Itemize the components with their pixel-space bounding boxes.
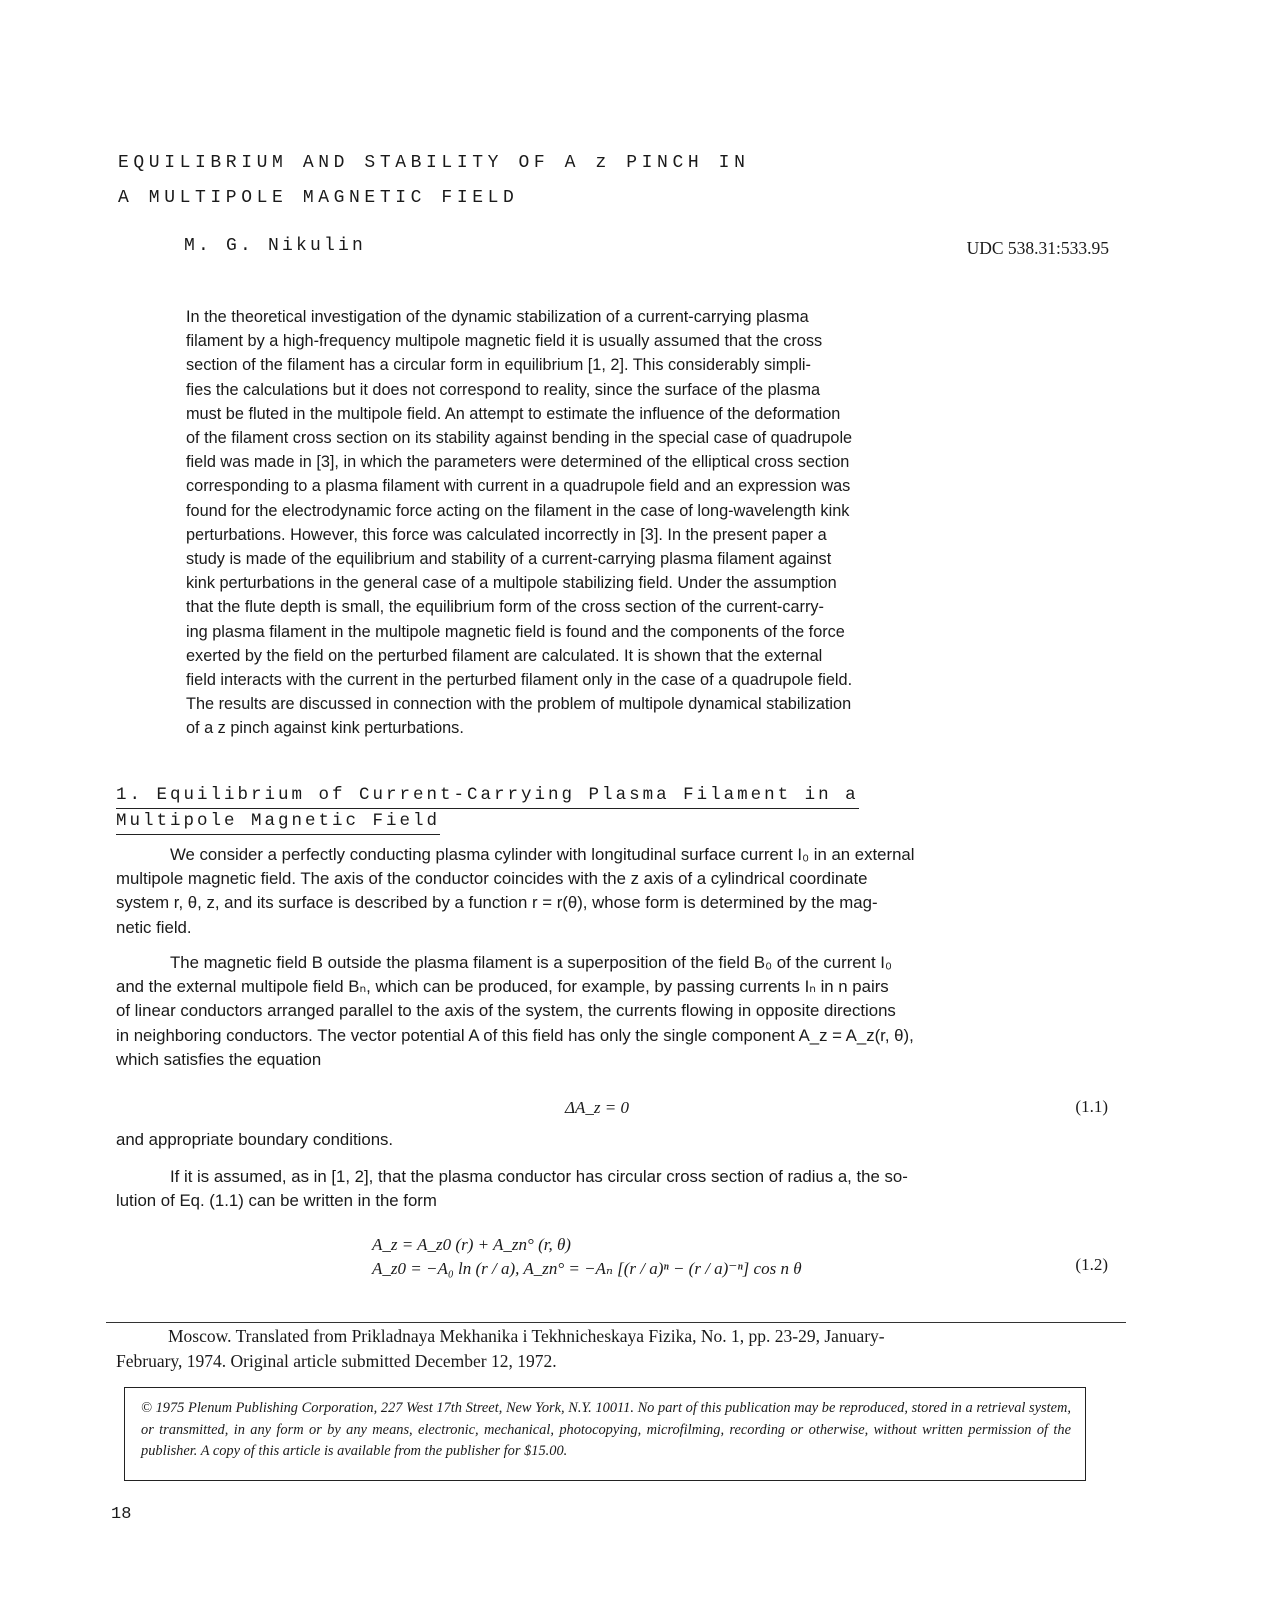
paragraph-line: multipole magnetic field. The axis of the conductor coincides with the z axis of a cylindrical coordinate <box>116 869 868 889</box>
section-heading-line-1: 1. Equilibrium of Current-Carrying Plasma Filament in a <box>116 784 859 809</box>
abstract-line: of the filament cross section on its stability against bending in the special case of quadrupole <box>186 429 853 448</box>
abstract-line: found for the electrodynamic force acting on the filament in the case of long-wavelength kink <box>186 501 850 520</box>
footnote-line: February, 1974. Original article submitted December 12, 1972. <box>116 1351 557 1371</box>
abstract-line: field interacts with the current in the perturbed filament only in the case of a quadrupole field. <box>186 671 853 690</box>
equation-1-2-line-1: A_z = A_z0 (r) + A_zn° (r, θ) <box>372 1235 571 1254</box>
equation-number: (1.2) <box>1075 1255 1108 1274</box>
abstract-line: kink perturbations in the general case of a multipole stabilizing field. Under the assumption <box>186 574 837 593</box>
footnote <box>116 1324 885 1374</box>
paragraph-4 <box>116 1165 908 1213</box>
copyright-box <box>124 1387 1086 1481</box>
equation-1-1: ΔA_z = 0 <box>565 1098 629 1117</box>
author-name: M. G. Nikulin <box>184 236 367 256</box>
paragraph-line: netic field. <box>116 917 192 937</box>
paragraph-line: system r, θ, z, and its surface is described by a function r = r(θ), whose form is determined by the mag- <box>116 893 878 913</box>
copyright-notice: © 1975 Plenum Publishing Corporation, 227 West 17th Street, New York, N.Y. 10011. No part of this publication may be reproduced, stored in a retrieval system, or transmitted, in any form or by any means, electronic, mechanical, photocopying, microfilming, recording or otherwise, without written permission of the publisher. A copy of this article is available from the publisher for $15.00. <box>141 1400 1071 1459</box>
abstract-line: must be fluted in the multipole field. An attempt to estimate the influence of the deformation <box>186 404 841 423</box>
paper-title-line-1: EQUILIBRIUM AND STABILITY OF A z PINCH IN <box>118 153 750 173</box>
paragraph-line: The magnetic field B outside the plasma filament is a superposition of the field B₀ of the current I₀ <box>170 953 892 972</box>
udc-code: UDC 538.31:533.95 <box>966 238 1109 258</box>
abstract-line: field was made in [3], in which the parameters were determined of the elliptical cross section <box>186 453 850 472</box>
equation-1-2-line-2: A_z0 = −A₀ ln (r / a), A_zn° = −Aₙ [(r / a)ⁿ − (r / a)⁻ⁿ] cos n θ <box>372 1259 802 1278</box>
section-heading <box>116 784 859 836</box>
abstract-line: corresponding to a plasma filament with current in a quadrupole field and an expression was <box>186 477 851 496</box>
paragraph-line: If it is assumed, as in [1, 2], that the plasma conductor has circular cross section of radius a, the so- <box>170 1167 908 1186</box>
paragraph-3: and appropriate boundary conditions. <box>116 1130 394 1149</box>
section-heading-line-2: Multipole Magnetic Field <box>116 810 440 835</box>
equation-number: (1.1) <box>1075 1097 1108 1116</box>
paragraph-line: We consider a perfectly conducting plasma cylinder with longitudinal surface current I₀ in an external <box>170 845 915 864</box>
paragraph-line: of linear conductors arranged parallel to the axis of the system, the currents flowing in opposite directions <box>116 1001 896 1021</box>
abstract-line: exerted by the field on the perturbed filament are calculated. It is shown that the external <box>186 646 823 665</box>
paragraph-2 <box>116 951 914 1072</box>
paragraph-line: which satisfies the equation <box>116 1049 322 1069</box>
abstract-line: that the flute depth is small, the equilibrium form of the cross section of the current-carry- <box>186 598 824 617</box>
paper-title-line-2: A MULTIPOLE MAGNETIC FIELD <box>118 188 519 208</box>
abstract-line: The results are discussed in connection with the problem of multipole dynamical stabilization <box>186 695 852 714</box>
abstract-line: section of the filament has a circular form in equilibrium [1, 2]. This considerably simpli- <box>186 356 811 375</box>
footnote-line: Moscow. Translated from Prikladnaya Mekhanika i Tekhnicheskaya Fizika, No. 1, pp. 23-29, January- <box>168 1326 885 1346</box>
abstract-line: filament by a high-frequency multipole magnetic field it is usually assumed that the cross <box>186 332 823 351</box>
abstract-line: perturbations. However, this force was calculated incorrectly in [3]. In the present paper a <box>186 525 827 544</box>
abstract-line: of a z pinch against kink perturbations. <box>186 719 464 738</box>
paragraph-line: in neighboring conductors. The vector potential A of this field has only the single component A_z = A_z(r, θ), <box>116 1025 914 1045</box>
page-number: 18 <box>111 1505 132 1524</box>
abstract <box>186 305 1064 741</box>
abstract-line: fies the calculations but it does not correspond to reality, since the surface of the plasma <box>186 380 821 399</box>
paragraph-line: lution of Eq. (1.1) can be written in the form <box>116 1191 437 1211</box>
abstract-line: study is made of the equilibrium and stability of a current-carrying plasma filament against <box>186 550 832 569</box>
paragraph-1 <box>116 843 914 940</box>
abstract-line: ing plasma filament in the multipole magnetic field is found and the components of the force <box>186 622 845 641</box>
abstract-line: In the theoretical investigation of the dynamic stabilization of a current-carrying plasma <box>186 308 809 326</box>
footnote-divider <box>106 1322 1126 1323</box>
paragraph-line: and the external multipole field Bₙ, which can be produced, for example, by passing currents Iₙ in n pairs <box>116 977 889 997</box>
